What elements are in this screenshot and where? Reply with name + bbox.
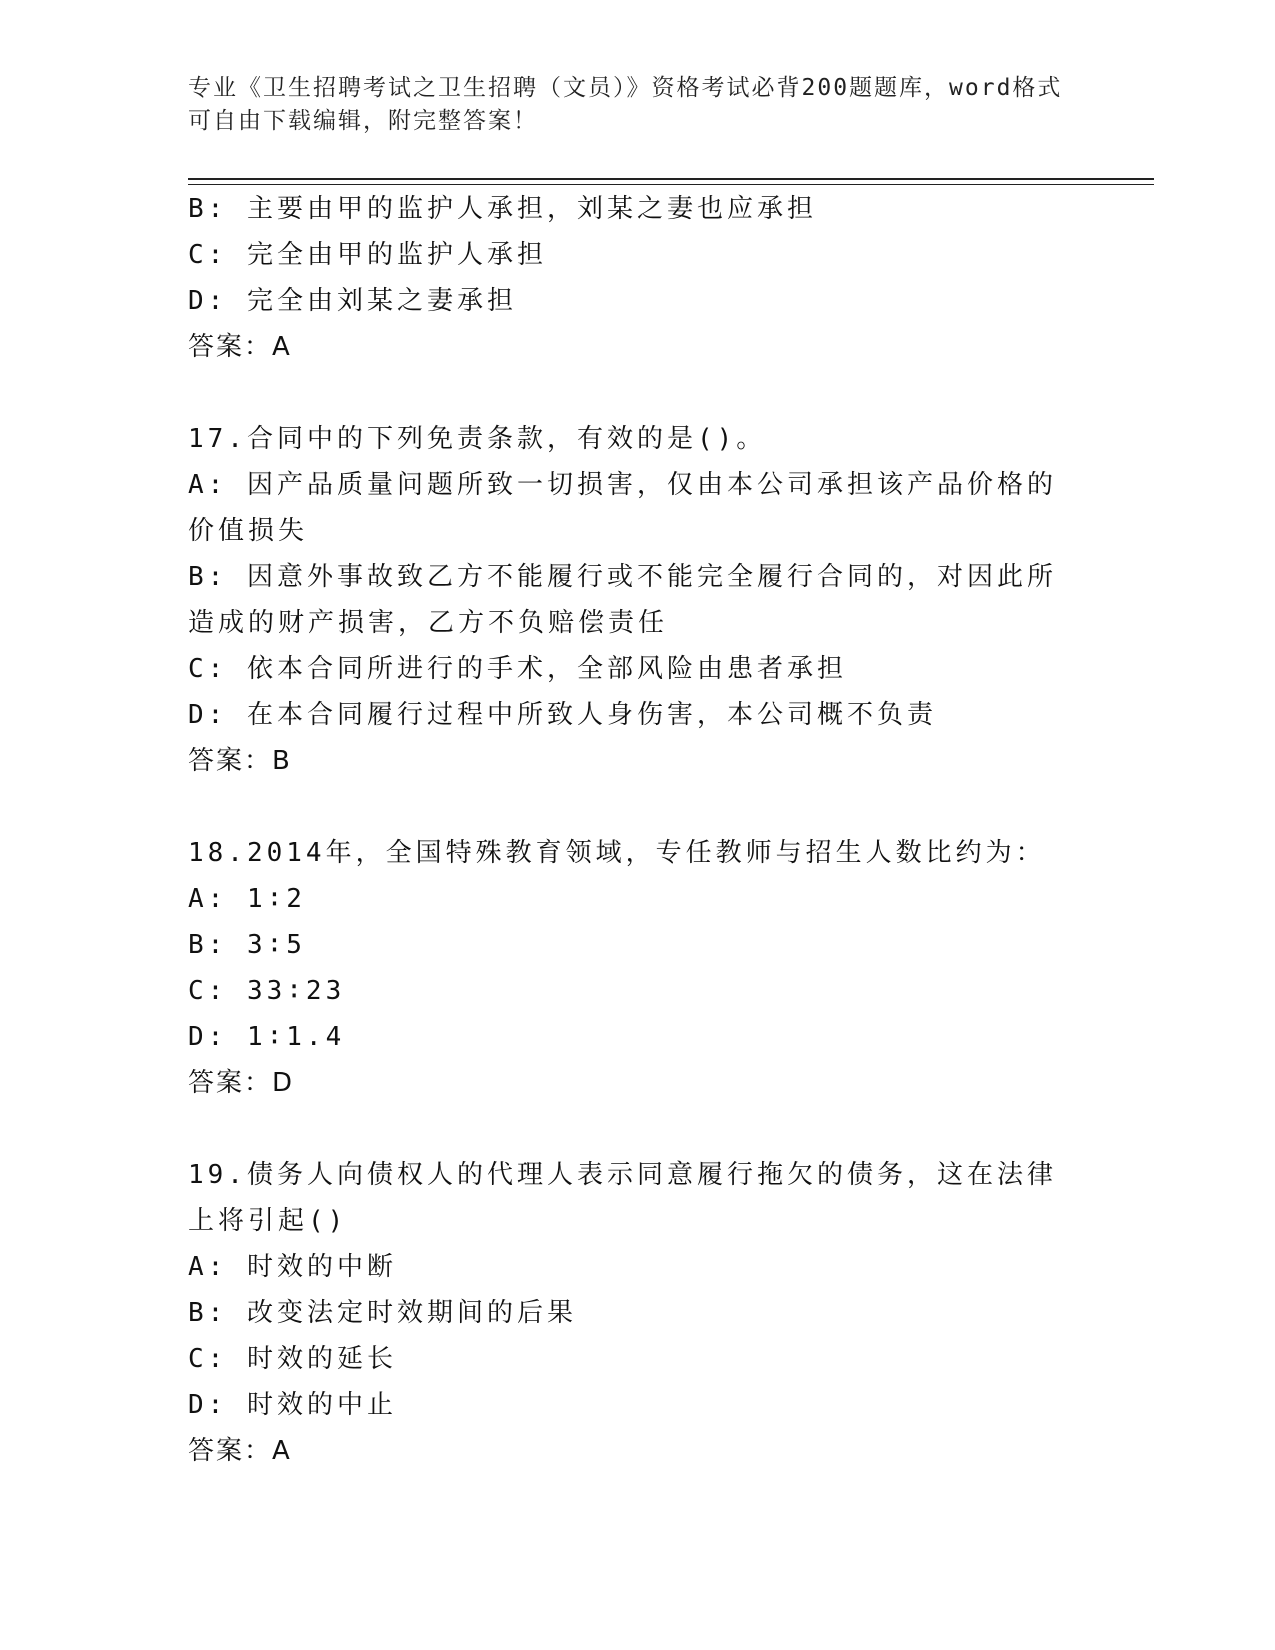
- question-17-block: [188, 416, 1088, 784]
- question-stem: 18.2014年，全国特殊教育领域，专任教师与招生人数比约为：: [188, 838, 1046, 868]
- option-d: D: 在本合同履行过程中所致人身伤害，本公司概不负责: [188, 700, 937, 730]
- header-rule-thick: [188, 178, 1154, 180]
- option-c: C: 时效的延长: [188, 1344, 397, 1374]
- document-header: [188, 72, 1068, 138]
- header-line-1: 专业《卫生招聘考试之卫生招聘（文员）》资格考试必背200题题库，word格式: [188, 75, 1063, 101]
- option-c: C: 33∶23: [188, 976, 346, 1006]
- option-c: C: 完全由甲的监护人承担: [188, 240, 547, 270]
- header-rule-thin: [188, 184, 1154, 185]
- header-line-2: 可自由下载编辑，附完整答案！: [188, 108, 538, 134]
- spacer: [188, 784, 1088, 830]
- option-d: D: 1∶1.4: [188, 1022, 346, 1052]
- option-b: B: 因意外事故致乙方不能履行或不能完全履行合同的，对因此所造成的财产损害，乙方不负赔偿责任: [188, 562, 1057, 638]
- option-a: A: 因产品质量问题所致一切损害，仅由本公司承担该产品价格的价值损失: [188, 470, 1057, 546]
- question-18-block: [188, 830, 1088, 1106]
- answer-label: 答案：D: [188, 1068, 295, 1098]
- question-19-block: [188, 1152, 1088, 1474]
- answer-label: 答案：B: [188, 746, 292, 776]
- question-stem: 19.债务人向债权人的代理人表示同意履行拖欠的债务，这在法律上将引起(): [188, 1160, 1057, 1236]
- option-b: B: 3∶5: [188, 930, 306, 960]
- question-stem: 17.合同中的下列免责条款，有效的是()。: [188, 424, 767, 454]
- option-c: C: 依本合同所进行的手术，全部风险由患者承担: [188, 654, 847, 684]
- option-d: D: 完全由刘某之妻承担: [188, 286, 517, 316]
- option-b: B: 改变法定时效期间的后果: [188, 1298, 577, 1328]
- option-a: A: 时效的中断: [188, 1252, 397, 1282]
- answer-label: 答案：A: [188, 332, 292, 362]
- option-d: D: 时效的中止: [188, 1390, 397, 1420]
- option-a: A: 1∶2: [188, 884, 306, 914]
- option-b: B: 主要由甲的监护人承担，刘某之妻也应承担: [188, 194, 817, 224]
- question-content: [188, 186, 1088, 1474]
- spacer: [188, 1106, 1088, 1152]
- answer-label: 答案：A: [188, 1436, 292, 1466]
- prev-question-block: [188, 186, 1088, 370]
- spacer: [188, 370, 1088, 416]
